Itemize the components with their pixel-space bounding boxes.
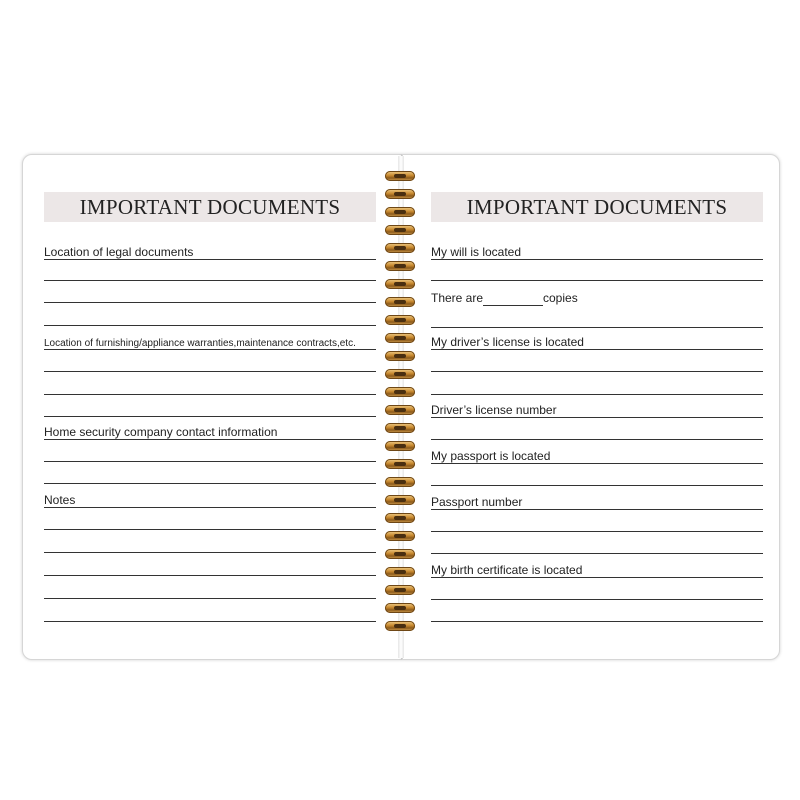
spiral-coil: [385, 585, 415, 595]
writing-line: [431, 327, 763, 328]
left-page-title: IMPORTANT DOCUMENTS: [44, 192, 376, 222]
right-page-title: IMPORTANT DOCUMENTS: [431, 192, 763, 222]
spiral-coil: [385, 315, 415, 325]
spiral-coil: [385, 405, 415, 415]
label-legal-documents: Location of legal documents: [44, 245, 194, 259]
spiral-coil: [385, 387, 415, 397]
writing-line: [431, 371, 763, 372]
spiral-coil: [385, 171, 415, 181]
right-page: [402, 154, 780, 660]
label-warranties: Location of furnishing/appliance warranties,maintenance contracts,etc.: [44, 338, 356, 349]
spiral-coil: [385, 351, 415, 361]
label-passport-number: Passport number: [431, 495, 523, 509]
writing-line: [44, 259, 376, 260]
spiral-coil: [385, 189, 415, 199]
writing-line: [44, 483, 376, 484]
writing-line: [44, 280, 376, 281]
spiral-coil: [385, 531, 415, 541]
spiral-coil: [385, 423, 415, 433]
writing-line: [431, 417, 763, 418]
writing-line: [44, 371, 376, 372]
writing-line: [431, 553, 763, 554]
spiral-coil: [385, 243, 415, 253]
spiral-coil: [385, 297, 415, 307]
writing-line: [431, 577, 763, 578]
writing-line: [431, 259, 763, 260]
label-home-security: Home security company contact information: [44, 425, 278, 439]
writing-line: [431, 463, 763, 464]
left-page: [22, 154, 402, 660]
spiral-coil: [385, 261, 415, 271]
label-birth-certificate: My birth certificate is located: [431, 563, 583, 577]
label-there-are: There are: [431, 291, 484, 305]
writing-line: [431, 280, 763, 281]
spiral-coil: [385, 441, 415, 451]
writing-line: [431, 394, 763, 395]
label-copies: copies: [543, 291, 578, 305]
writing-line: [44, 621, 376, 622]
label-will: My will is located: [431, 245, 522, 259]
spiral-coil: [385, 495, 415, 505]
writing-line: [431, 621, 763, 622]
label-drivers-license-number: Driver’s license number: [431, 403, 557, 417]
label-notes: Notes: [44, 493, 76, 507]
writing-line: [44, 507, 376, 508]
writing-line: [431, 599, 763, 600]
spiral-coil: [385, 225, 415, 235]
spiral-coil: [385, 621, 415, 631]
writing-line: [431, 349, 763, 350]
writing-line: [44, 394, 376, 395]
spiral-coil: [385, 207, 415, 217]
writing-line: [44, 529, 376, 530]
spiral-binding: [383, 171, 419, 641]
spiral-coil: [385, 567, 415, 577]
writing-line: [44, 439, 376, 440]
writing-line: [44, 575, 376, 576]
spiral-coil: [385, 333, 415, 343]
spiral-coil: [385, 477, 415, 487]
writing-line: [431, 485, 763, 486]
spiral-coil: [385, 549, 415, 559]
writing-line: [44, 349, 376, 350]
writing-line: [44, 461, 376, 462]
spiral-coil: [385, 369, 415, 379]
writing-line: [431, 439, 763, 440]
writing-line: [44, 416, 376, 417]
spiral-coil: [385, 513, 415, 523]
writing-line: [431, 531, 763, 532]
writing-line: [44, 302, 376, 303]
writing-line: [431, 509, 763, 510]
spiral-coil: [385, 603, 415, 613]
label-drivers-license-location: My driver’s license is located: [431, 335, 584, 349]
writing-line: [44, 552, 376, 553]
copies-count-line: [483, 305, 543, 306]
spiral-coil: [385, 459, 415, 469]
open-notebook: [22, 154, 780, 660]
writing-line: [44, 325, 376, 326]
label-passport-location: My passport is located: [431, 449, 551, 463]
writing-line: [44, 598, 376, 599]
spiral-coil: [385, 279, 415, 289]
